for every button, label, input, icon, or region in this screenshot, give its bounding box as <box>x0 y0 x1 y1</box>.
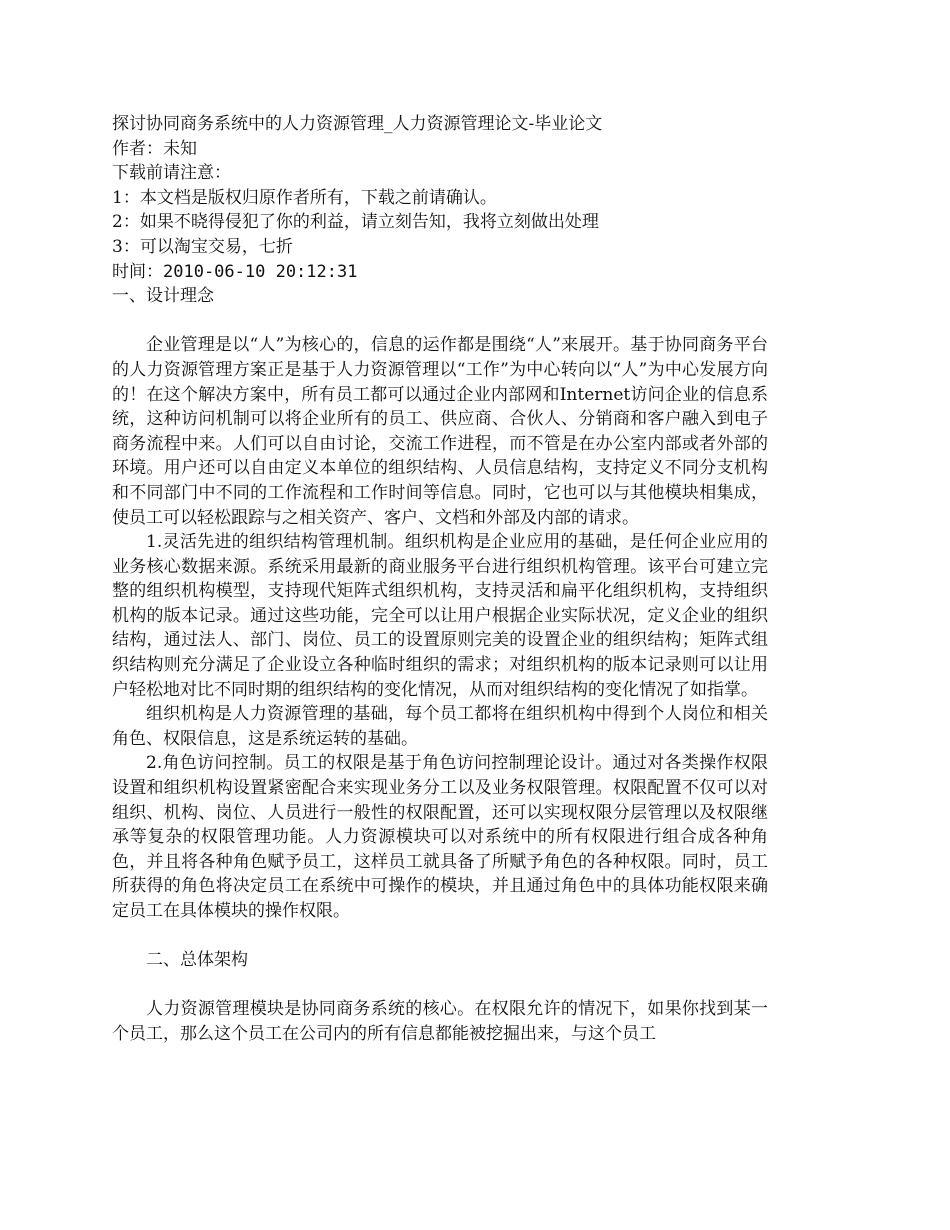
blank-line <box>112 973 768 998</box>
blank-line <box>112 309 768 334</box>
document-page <box>112 112 768 1047</box>
notice-item: 2：如果不晓得侵犯了你的利益，请立刻告知，我将立刻做出处理 <box>112 212 599 233</box>
notice-item: 3：可以淘宝交易，七折 <box>112 236 293 257</box>
body-paragraph: 1.灵活先进的组织结构管理机制。组织机构是企业应用的基础，是任何企业应用的业务核心数据来源。系统采用最新的商业服务平台进行组织机构管理。该平台可建立完整的组织机构模型，支持现代矩阵式组织机构，支持灵活和扁平化组织机构，支持组织机构的版本记录。通过这些功能，完全可以让用户根据企业实际状况，定义企业的组织结构，通过法人、部门、岗位、员工的设置原则完美的设置企业的组织结构；矩阵式组织结构则充分满足了企业设立各种临时组织的需求；对组织机构的版本记录则可以让用户轻松地对比不同时期的组织结构的变化情况，从而对组织结构的变化情况了如指掌。 <box>112 532 768 700</box>
time-line: 时间：2010-06-10 20:12:31 <box>112 261 358 282</box>
author-line: 作者：未知 <box>112 138 197 159</box>
body-paragraph: 2.角色访问控制。员工的权限是基于角色访问控制理论设计。通过对各类操作权限设置和组织机构设置紧密配合来实现业务分工以及业务权限管理。权限配置不仅可以对组织、机构、岗位、人员进行一般性的权限配置，还可以实现权限分层管理以及权限继承等复杂的权限管理功能。人力资源模块可以对系统中的所有权限进行组合成各种角色，并且将各种角色赋予员工，这样员工就具备了所赋予角色的各种权限。同时，员工所获得的角色将决定员工在系统中可操作的模块，并且通过角色中的具体功能权限来确定员工在具体模块的操作权限。 <box>112 753 768 921</box>
notice-title: 下载前请注意： <box>112 163 231 184</box>
body-paragraph: 组织机构是人力资源管理的基础，每个员工都将在组织机构中得到个人岗位和相关角色、权限信息，这是系统运转的基础。 <box>112 704 768 749</box>
document-title: 探讨协同商务系统中的人力资源管理_人力资源管理论文-毕业论文 <box>112 114 603 134</box>
blank-line <box>112 924 768 949</box>
section-heading: 一、设计理念 <box>112 286 214 307</box>
section-heading: 二、总体架构 <box>146 950 248 971</box>
body-paragraph: 企业管理是以“人”为核心的，信息的运作都是围绕“人”来展开。基于协同商务平台的人力资源管理方案正是基于人力资源管理以“工作”为中心转向以“人”为中心发展方向的！在这个解决方案中，所有员工都可以通过企业内部网和Internet访问企业的信息系统，这种访问机制可以将企业所有的员工、供应商、合伙人、分销商和客户融入到电子商务流程中来。人们可以自由讨论，交流工作进程，而不管是在办公室内部或者外部的环境。用户还可以自由定义本单位的组织结构、人员信息结构，支持定义不同分支机构和不同部门中不同的工作流程和工作时间等信息。同时，它也可以与其他模块相集成，使员工可以轻松跟踪与之相关资产、客户、文档和外部及内部的请求。 <box>112 335 768 528</box>
notice-item: 1：本文档是版权归原作者所有，下载之前请确认。 <box>112 187 497 208</box>
body-paragraph: 人力资源管理模块是协同商务系统的核心。在权限允许的情况下，如果你找到某一个员工，那么这个员工在公司内的所有信息都能被挖掘出来，与这个员工 <box>112 999 768 1044</box>
